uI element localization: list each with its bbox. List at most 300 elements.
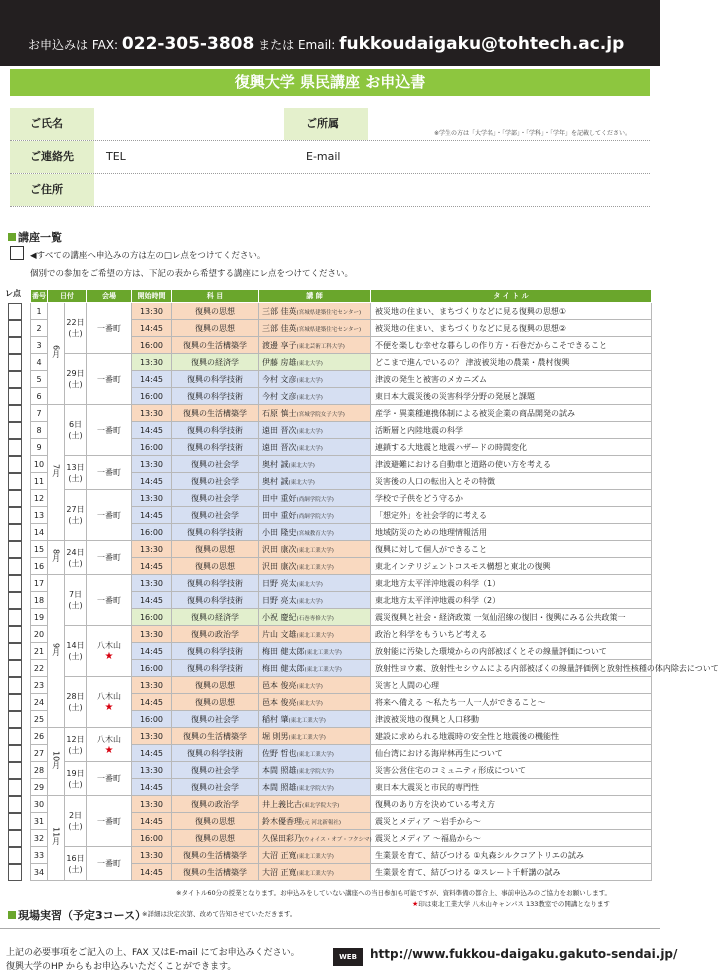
date-cell: 24日(土): [65, 541, 87, 575]
field-training-heading: [8, 907, 146, 923]
month-cell: [48, 796, 65, 881]
subject: 復興の科学技術: [172, 592, 259, 609]
month-cell: [48, 575, 65, 728]
lecture-title: 政治と科学をもういちど考える: [371, 626, 652, 643]
lecture-number: 13: [31, 507, 48, 524]
instructor: [259, 507, 371, 524]
lecture-checkbox[interactable]: [8, 592, 22, 609]
start-time: 14:45: [132, 558, 172, 575]
lecture-list-heading: [8, 229, 62, 245]
lecture-number: 2: [31, 320, 48, 337]
start-time: 16:00: [132, 388, 172, 405]
start-time: 14:45: [132, 592, 172, 609]
lecture-title: 「想定外」を社会学的に考える: [371, 507, 652, 524]
subject: 復興の生活構築学: [172, 864, 259, 881]
instructor-affiliation: (東北工業大学): [296, 853, 334, 860]
divider: [0, 928, 660, 929]
lecture-checkbox[interactable]: [8, 354, 22, 371]
lecture-checkbox[interactable]: [8, 473, 22, 490]
lecture-number: 17: [31, 575, 48, 592]
subject: 復興の社会学: [172, 456, 259, 473]
lecture-number: 10: [31, 456, 48, 473]
lecture-title: 生業景を育て、結びつける ①丸森シルクコアトリエの試み: [371, 847, 652, 864]
instructor: [259, 694, 371, 711]
instructor-affiliation: (東北工業大学): [304, 649, 342, 656]
lecture-checkbox[interactable]: [8, 626, 22, 643]
instructor-affiliation: (東北大学): [296, 360, 323, 367]
subject: 復興の科学技術: [172, 388, 259, 405]
instructor: [259, 626, 371, 643]
instructor-affiliation: (東北工業大学): [296, 564, 334, 571]
start-time: 13:30: [132, 575, 172, 592]
instructor-name: 小祝 慶紀: [262, 612, 297, 622]
instructor: [259, 558, 371, 575]
subject: 復興の経済学: [172, 354, 259, 371]
lecture-checkbox[interactable]: [8, 660, 22, 677]
lecture-checkbox[interactable]: [8, 711, 22, 728]
venue-label: 一番町: [97, 374, 121, 384]
subject: 復興の社会学: [172, 507, 259, 524]
star-icon: ★: [104, 702, 114, 713]
subject: 復興の思想: [172, 830, 259, 847]
lecture-number: 34: [31, 864, 48, 881]
instructor-name: 三部 佳英: [262, 306, 297, 316]
lecture-number: 5: [31, 371, 48, 388]
lecture-checkbox[interactable]: [8, 830, 22, 847]
venue-label: 一番町: [97, 816, 121, 826]
form-row-contact: [10, 141, 650, 174]
subject: 復興の科学技術: [172, 643, 259, 660]
start-time: 14:45: [132, 745, 172, 762]
lecture-checkbox[interactable]: [8, 541, 22, 558]
instructor-affiliation: (宮城県建築住宅センター): [296, 326, 362, 333]
instructor-affiliation: (ウォイス・オブ・フクシマ): [302, 836, 372, 843]
venue-label: 八木山: [97, 641, 121, 650]
start-time: 13:30: [132, 762, 172, 779]
lecture-title: 将来へ備える ～私たち一人一人ができること～: [371, 694, 652, 711]
lecture-checkbox[interactable]: [8, 728, 22, 745]
subject: 復興の科学技術: [172, 422, 259, 439]
instructor-name: 梅田 健太郎: [262, 646, 305, 656]
venue-label: 一番町: [97, 468, 121, 477]
lecture-checkbox[interactable]: [8, 405, 22, 422]
venue-cell: [87, 677, 132, 728]
email-field[interactable]: [352, 141, 642, 173]
subject: 復興の政治学: [172, 626, 259, 643]
web-tag: WEB: [333, 948, 363, 966]
lecture-number: 29: [31, 779, 48, 796]
start-time: 16:00: [132, 660, 172, 677]
instructor-affiliation: (石巻専修大学): [296, 615, 334, 622]
lecture-list-heading-text: 講座一覧: [18, 231, 62, 244]
start-time: 16:00: [132, 609, 172, 626]
table-row: [31, 303, 652, 320]
lecture-number: 21: [31, 643, 48, 660]
star-icon: ★: [104, 744, 114, 756]
lecture-number: 28: [31, 762, 48, 779]
form-title: 復興大学 県民講座 お申込書: [10, 69, 650, 96]
instructor-name: 今村 文彦: [262, 391, 297, 401]
instructor-affiliation: (東北大学): [288, 462, 315, 469]
lecture-number: 23: [31, 677, 48, 694]
start-time: 14:45: [132, 643, 172, 660]
instructor-affiliation: (東北大学): [296, 377, 323, 384]
instruction-all: ◀すべての講座へ申込みの方は左の□レ点をつけてください。: [30, 251, 266, 261]
table-row: [31, 762, 652, 779]
lecture-title: 震災とメディア ～福島から～: [371, 830, 652, 847]
start-time: 13:30: [132, 626, 172, 643]
lecture-title: 放射能に汚染した環境からの内部被ばくとその線量評価について: [371, 643, 652, 660]
table-row: [31, 541, 652, 558]
start-time: 14:45: [132, 779, 172, 796]
instructor-affiliation: (東北大学): [296, 581, 323, 588]
subject: 復興の生活構築学: [172, 337, 259, 354]
venue-cell: [87, 728, 132, 762]
lecture-title: 活断層と内陸地震の科学: [371, 422, 652, 439]
start-time: 14:45: [132, 507, 172, 524]
schedule-footnote: ※タイトル60分の授業となります。お申込みをしていない講座への当日参加も可能ですが、資料準備の都合上、事前申込みのご協力をお願いします。: [176, 889, 612, 897]
instructor-affiliation: (東北工業大学): [288, 734, 326, 741]
start-time: 13:30: [132, 405, 172, 422]
instructor-name: 日野 亮太: [262, 595, 297, 605]
instructor: [259, 864, 371, 881]
start-time: 14:45: [132, 473, 172, 490]
instructor: [259, 541, 371, 558]
instructor-name: 井上義比古: [262, 799, 302, 809]
instructor-name: 伊藤 房雄: [262, 357, 297, 367]
subject: 復興の思想: [172, 694, 259, 711]
subject: 復興の生活構築学: [172, 405, 259, 422]
table-row: [31, 456, 652, 473]
table-row: [31, 354, 652, 371]
lecture-title: 津波避難における自動車と道路の使い方を考える: [371, 456, 652, 473]
subject: 復興の思想: [172, 303, 259, 320]
lecture-title: 不便を楽しむ幸せな暮らしの作り方・石巻だからこそできること: [371, 337, 652, 354]
lecture-number: 33: [31, 847, 48, 864]
instructor-affiliation: (東北大学): [296, 700, 323, 707]
instructor-name: 大沼 正寛: [262, 850, 297, 860]
form-row-address: [10, 174, 650, 207]
lecture-title: 被災地の住まい、まちづくりなどに見る復興の思想②: [371, 320, 652, 337]
table-row: [31, 575, 652, 592]
venue-cell: [87, 626, 132, 677]
lecture-number: 26: [31, 728, 48, 745]
instructor-affiliation: (東北工業大学): [288, 717, 326, 724]
venue-cell: [87, 490, 132, 541]
instructor-name: 小田 隆史: [262, 527, 297, 537]
instructor-affiliation: (東北芸術工科大学): [296, 343, 345, 350]
fax-prefix: お申込みは FAX:: [28, 38, 122, 52]
instructor-affiliation: (東北大学): [296, 394, 323, 401]
lecture-checkbox[interactable]: [8, 422, 22, 439]
lecture-checkbox[interactable]: [8, 779, 22, 796]
lecture-title: 災害と人間の心理: [371, 677, 652, 694]
lecture-checkbox[interactable]: [8, 796, 22, 813]
venue-label: 一番町: [97, 510, 121, 520]
instructor-name: 日野 亮太: [262, 578, 297, 588]
lecture-checkbox[interactable]: [8, 507, 22, 524]
date-cell: 16日(土): [65, 847, 87, 881]
affiliation-label: ご所属: [284, 108, 368, 140]
subject: 復興の社会学: [172, 711, 259, 728]
instructor: [259, 524, 371, 541]
lecture-title: 仙台湾における海岸林再生について: [371, 745, 652, 762]
instructor-affiliation: (東北工業大学): [296, 547, 334, 554]
start-time: 13:30: [132, 728, 172, 745]
heading-square-icon: [8, 911, 16, 919]
venue-label: 一番町: [97, 323, 121, 333]
date-cell: 13日(土): [65, 456, 87, 490]
lecture-checkbox[interactable]: [8, 439, 22, 456]
check-column-label: レ点: [5, 289, 21, 298]
month-label: 6月: [51, 345, 61, 359]
table-row: [31, 490, 652, 507]
instructor: [259, 575, 371, 592]
venue-cell: [87, 762, 132, 796]
field-training-note: ※詳細は決定次第、改めて告知させていただきます。: [142, 910, 297, 918]
subject: 復興の生活構築学: [172, 728, 259, 745]
month-label: 11月: [51, 827, 61, 846]
subject: 復興の科学技術: [172, 439, 259, 456]
date-cell: 19日(土): [65, 762, 87, 796]
subject: 復興の思想: [172, 813, 259, 830]
lecture-checkbox[interactable]: [8, 456, 22, 473]
lecture-number: 12: [31, 490, 48, 507]
start-time: 16:00: [132, 830, 172, 847]
lecture-number: 32: [31, 830, 48, 847]
subject: 復興の思想: [172, 677, 259, 694]
instructor: [259, 320, 371, 337]
col-header-title: タ イ ト ル: [371, 290, 652, 303]
instructor: [259, 371, 371, 388]
lecture-checkbox[interactable]: [8, 609, 22, 626]
venue-label: 一番町: [97, 425, 121, 435]
venue-cell: [87, 796, 132, 847]
venue-label: 一番町: [97, 595, 121, 605]
instructor-affiliation: (宮城教育大学): [296, 530, 334, 537]
campus-footnote: [412, 899, 610, 908]
lecture-title: 地域防災のための地理情報活用: [371, 524, 652, 541]
lecture-title: 東北インテリジェントコスモス構想と東北の復興: [371, 558, 652, 575]
affiliation-note: ※学生の方は「大学名」・「学部」・「学科」・「学年」を記載してください。: [434, 130, 632, 137]
venue-cell: [87, 847, 132, 881]
table-row: [31, 677, 652, 694]
instructor: [259, 796, 371, 813]
instructor: [259, 830, 371, 847]
lecture-number: 18: [31, 592, 48, 609]
venue-label: 八木山: [97, 692, 121, 701]
instructor: [259, 592, 371, 609]
instructor-name: 今村 文彦: [262, 374, 297, 384]
instructor: [259, 490, 371, 507]
lecture-checkbox[interactable]: [8, 558, 22, 575]
start-time: 14:45: [132, 371, 172, 388]
col-header-venue: 会場: [87, 290, 132, 303]
lecture-checkbox[interactable]: [8, 337, 22, 354]
start-time: 14:45: [132, 422, 172, 439]
instructor: [259, 745, 371, 762]
venue-label: 一番町: [97, 859, 121, 868]
start-time: 13:30: [132, 796, 172, 813]
lecture-checkbox[interactable]: [8, 745, 22, 762]
lecture-number: 20: [31, 626, 48, 643]
lecture-title: 放射性ヨウ素、放射性セシウムによる内部被ばくの線量評価例と放射性核種の体内除去について: [371, 660, 652, 677]
table-row: [31, 405, 652, 422]
lecture-title: 復興に対して個人ができること: [371, 541, 652, 558]
start-time: 13:30: [132, 541, 172, 558]
campus-footnote-text: 印は東北工業大学 八木山キャンパス 133教室での開講となります: [418, 900, 610, 908]
lecture-number: 22: [31, 660, 48, 677]
lecture-checkbox[interactable]: [8, 677, 22, 694]
instructor-name: 田中 重好: [262, 493, 297, 503]
start-time: 13:30: [132, 677, 172, 694]
month-label: 7月: [51, 464, 61, 478]
instructor-name: 三部 佳英: [262, 323, 297, 333]
lecture-checkbox[interactable]: [8, 643, 22, 660]
date-cell: 29日(土): [65, 354, 87, 405]
lecture-number: 27: [31, 745, 48, 762]
lecture-title: 災害公営住宅のコミュニティ形成について: [371, 762, 652, 779]
table-row: [31, 728, 652, 745]
instructor-affiliation: (東北工業大学): [304, 666, 342, 673]
instructor-affiliation: (東北工業大学): [296, 632, 334, 639]
instructor-name: 遠田 晋次: [262, 425, 297, 435]
lecture-checkbox[interactable]: [8, 847, 22, 864]
month-label: 10月: [51, 750, 61, 770]
instructor-affiliation: (宮城県建築住宅センター): [296, 309, 362, 316]
tel-field[interactable]: [134, 141, 294, 173]
date-cell: 2日(土): [65, 796, 87, 847]
lecture-title: 津波被災地の復興と人口移動: [371, 711, 652, 728]
affiliation-field[interactable]: [372, 108, 642, 128]
subject: 復興の思想: [172, 558, 259, 575]
instructor-affiliation: (東北大学): [296, 598, 323, 605]
lecture-checkbox[interactable]: [8, 320, 22, 337]
lecture-title: 東北地方太平洋沖地震の科学（2）: [371, 592, 652, 609]
lecture-checkbox[interactable]: [8, 388, 22, 405]
month-cell: [48, 728, 65, 796]
start-time: 16:00: [132, 337, 172, 354]
lecture-checkbox[interactable]: [8, 813, 22, 830]
start-time: 14:45: [132, 694, 172, 711]
subject: 復興の思想: [172, 541, 259, 558]
lecture-checkbox[interactable]: [8, 575, 22, 592]
email-address[interactable]: fukkoudaigaku@tohtech.ac.jp: [339, 34, 625, 54]
venue-cell: [87, 575, 132, 626]
subject: 復興の社会学: [172, 779, 259, 796]
lecture-title: 東北地方太平洋沖地震の科学（1）: [371, 575, 652, 592]
instructor-name: 邑本 俊亮: [262, 697, 297, 707]
venue-cell: [87, 541, 132, 575]
fax-number: 022-305-3808: [121, 34, 255, 54]
instructor: [259, 847, 371, 864]
star-icon: ★: [412, 900, 419, 908]
col-header-date: 日付: [48, 290, 87, 303]
date-cell: 14日(土): [65, 626, 87, 677]
name-field[interactable]: [100, 108, 280, 140]
instructor-name: 稲村 肇: [262, 714, 289, 724]
lecture-checkbox[interactable]: [8, 762, 22, 779]
form-row-name: [10, 108, 650, 141]
subject: 復興の科学技術: [172, 745, 259, 762]
month-cell: [48, 405, 65, 541]
email-label: E-mail: [306, 150, 341, 163]
instructor: [259, 762, 371, 779]
table-row: [31, 626, 652, 643]
lecture-number: 15: [31, 541, 48, 558]
instructor-name: 久保田彩乃: [262, 833, 302, 843]
lecture-checkbox[interactable]: [8, 490, 22, 507]
field-training-heading-text: 現場実習（予定3コース）: [18, 909, 147, 922]
website-link[interactable]: http://www.fukkou-daigaku.gakuto-sendai.jp/: [370, 947, 678, 961]
instructor: [259, 609, 371, 626]
instructor: [259, 422, 371, 439]
instructor: [259, 643, 371, 660]
lecture-checkbox[interactable]: [8, 524, 22, 541]
lecture-title: 震災とメディア ～岩手から～: [371, 813, 652, 830]
start-time: 16:00: [132, 711, 172, 728]
instructor-name: 奥村 誠: [262, 459, 289, 469]
lecture-title: 被災地の住まい、まちづくりなどに見る復興の思想①: [371, 303, 652, 320]
lecture-number: 19: [31, 609, 48, 626]
start-time: 14:45: [132, 320, 172, 337]
instructor-name: 沢田 康次: [262, 561, 297, 571]
start-time: 13:30: [132, 354, 172, 371]
instructor: [259, 337, 371, 354]
instructor: [259, 677, 371, 694]
subject: 復興の社会学: [172, 490, 259, 507]
instructor: [259, 473, 371, 490]
date-cell: 28日(土): [65, 677, 87, 728]
address-field[interactable]: [100, 174, 640, 206]
lecture-title: 生業景を育て、結びつける ②スレート千軒講の試み: [371, 864, 652, 881]
venue-label: 八木山: [97, 734, 121, 744]
subject: 復興の科学技術: [172, 660, 259, 677]
instructor-affiliation: (東北学院大学): [296, 785, 334, 792]
lecture-table: [30, 289, 719, 881]
lecture-checkbox[interactable]: [8, 371, 22, 388]
month-label: 8月: [51, 549, 61, 563]
start-time: 14:45: [132, 864, 172, 881]
month-cell: [48, 303, 65, 405]
address-label: ご住所: [10, 174, 94, 206]
lecture-number: 9: [31, 439, 48, 456]
applicant-form: [10, 108, 650, 207]
start-time: 13:30: [132, 847, 172, 864]
venue-label: 一番町: [97, 774, 121, 783]
venue-cell: [87, 456, 132, 490]
instructor-name: 鈴木優香理: [262, 816, 302, 826]
lecture-number: 14: [31, 524, 48, 541]
lecture-checkbox[interactable]: [8, 864, 22, 881]
lecture-number: 7: [31, 405, 48, 422]
lecture-number: 16: [31, 558, 48, 575]
select-all-checkbox[interactable]: [10, 246, 24, 260]
lecture-title: どこまで進んでいるの？ 津波被災地の農業・農村復興: [371, 354, 652, 371]
instructor-name: 本間 照雄: [262, 765, 297, 775]
table-row: [31, 796, 652, 813]
lecture-checkbox[interactable]: [8, 694, 22, 711]
lecture-title: 東日本大震災後の災害科学分野の発展と課題: [371, 388, 652, 405]
date-cell: 22日(土): [65, 303, 87, 354]
lecture-title: 復興のあり方を決めている考え方: [371, 796, 652, 813]
instructor: [259, 711, 371, 728]
subject: 復興の社会学: [172, 762, 259, 779]
lecture-checkbox[interactable]: [8, 303, 22, 320]
lecture-number: 30: [31, 796, 48, 813]
instructor-name: 堀 則男: [262, 731, 289, 741]
month-cell: [48, 541, 65, 575]
